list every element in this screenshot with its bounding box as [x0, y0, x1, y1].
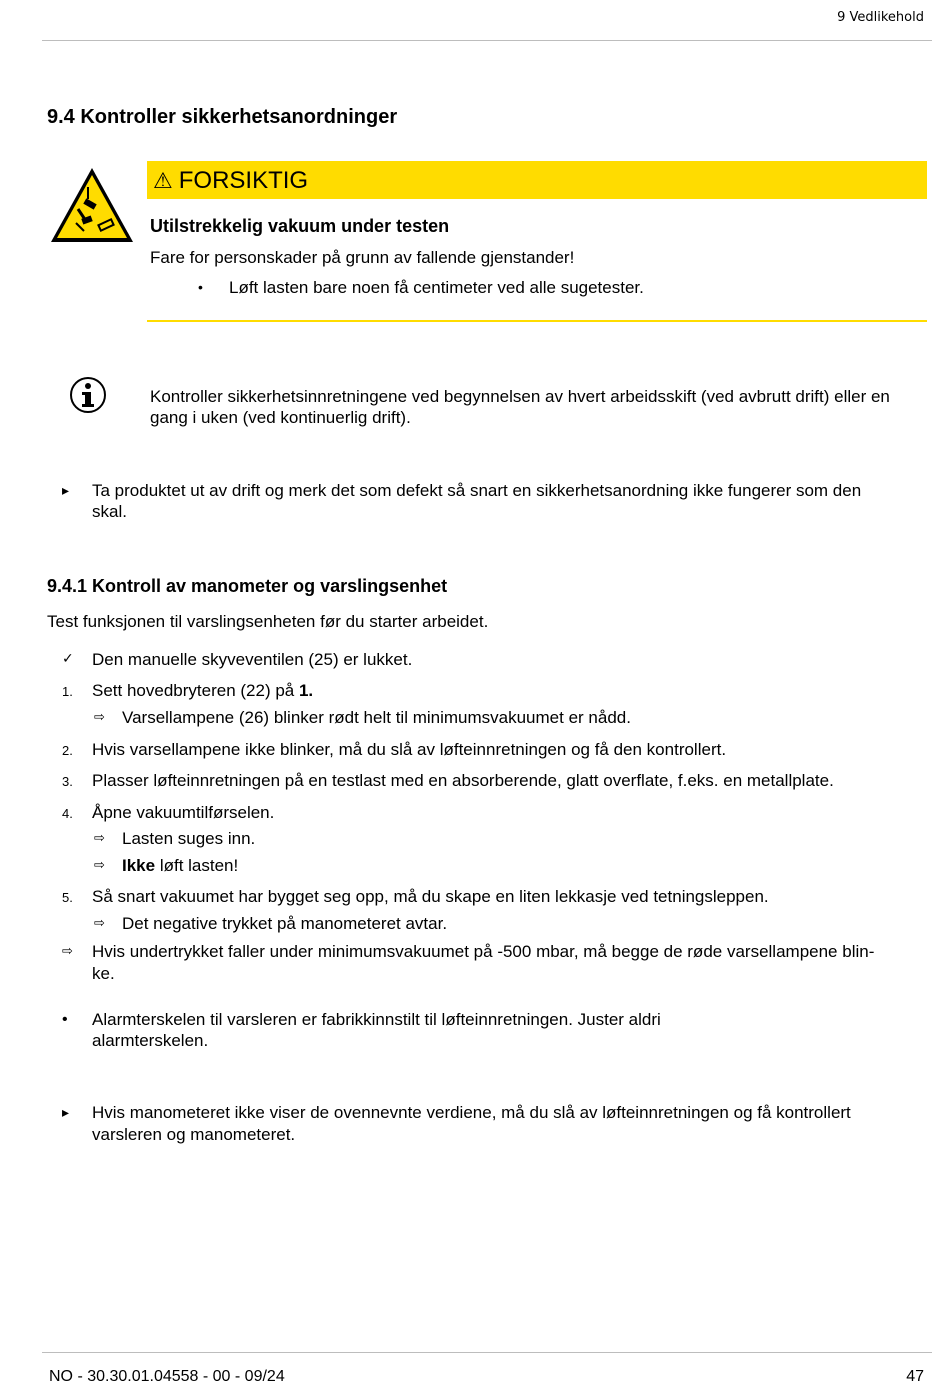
step-number: 2. — [62, 743, 73, 758]
warning-label: FORSIKTIG — [178, 167, 309, 194]
warning-triangle-icon: ⚠ — [153, 168, 173, 194]
note-line1: Alarmterskelen til varsleren er fabrikkinnstilt til løfteinnretningen. Juster aldri — [92, 1010, 661, 1029]
header-divider — [42, 40, 932, 41]
bullet-icon: • — [62, 1011, 68, 1028]
check-icon: ✓ — [62, 651, 74, 667]
step-number: 5. — [62, 890, 73, 905]
info-text-line1: Kontroller sikkerhetsinnretningene ved begynnelsen av hvert arbeidsskift (ved avbrutt drift) eller en — [150, 387, 890, 406]
step-number: 1. — [62, 684, 73, 699]
warning-bottom-rule — [147, 320, 927, 322]
instruction-arrow-icon: ▸ — [62, 1104, 70, 1120]
result-arrow-icon: ⇨ — [62, 944, 73, 959]
info-icon — [69, 376, 107, 414]
step-text: Så snart vakuumet har bygget seg opp, må du skape en liten lekkasje ved tetningsleppen. — [92, 887, 769, 906]
step-text: Åpne vakuumtilførselen. — [92, 803, 275, 822]
result-text — [122, 855, 238, 876]
instruction-text-line1: Ta produktet ut av drift og merk det som defekt så snart en sikkerhetsanordning ikke fungerer som den — [92, 481, 862, 500]
precondition-text: Den manuelle skyveventilen (25) er lukket. — [92, 650, 413, 669]
instruction-arrow-icon: ▸ — [62, 482, 70, 498]
result-text: Lasten suges inn. — [122, 829, 256, 848]
result-text: Det negative trykket på manometeret avtar. — [122, 914, 448, 933]
warning-text: Fare for personskader på grunn av fallende gjenstander! — [150, 248, 575, 267]
bullet-icon: • — [198, 279, 203, 295]
warning-subtitle: Utilstrekkelig vakuum under testen — [150, 216, 450, 236]
footer-divider — [42, 1352, 932, 1353]
result-text-main: løft lasten! — [155, 856, 239, 875]
note-line2: alarmterskelen. — [92, 1031, 209, 1050]
header-chapter: 9 Vedlikehold — [837, 10, 924, 25]
instruction-text-line2: varsleren og manometeret. — [92, 1125, 296, 1144]
step-number: 3. — [62, 774, 73, 789]
footer-doc-number: NO - 30.30.01.04558 - 00 - 09/24 — [49, 1368, 285, 1385]
step-text: Plasser løfteinnretningen på en testlast med en absorberende, glatt overflate, f.eks. en metallplate. — [92, 771, 834, 790]
warning-heading — [153, 167, 308, 195]
step-text-bold: 1. — [298, 681, 314, 700]
info-text-line2: gang i uken (ved kontinuerlig drift). — [150, 408, 411, 427]
result-text: Varsellampene (26) blinker rødt helt til minimumsvakuumet er nådd. — [122, 708, 631, 727]
step-text-main: Sett hovedbryteren (22) på — [92, 681, 299, 700]
section-title: 9.4 Kontroller sikkerhetsanordninger — [47, 106, 398, 128]
result-arrow-icon: ⇨ — [94, 858, 105, 873]
result-text-bold: Ikke — [122, 856, 156, 875]
result-arrow-icon: ⇨ — [94, 916, 105, 931]
subsection-intro: Test funksjonen til varslingsenheten før du starter arbeidet. — [47, 612, 489, 631]
step-text: Hvis varsellampene ikke blinker, må du slå av løfteinnretningen og få den kontrollert. — [92, 740, 727, 759]
instruction-text-line1: Hvis manometeret ikke viser de ovennevnte verdiene, må du slå av løfteinnretningen og få kontrollert — [92, 1103, 851, 1122]
falling-objects-warning-icon — [48, 165, 136, 245]
result-arrow-icon: ⇨ — [94, 710, 105, 725]
instruction-text-line2: skal. — [92, 502, 127, 521]
step-text — [92, 680, 922, 701]
warning-bullet-text: Løft lasten bare noen få centimeter ved alle sugetester. — [229, 278, 644, 297]
step-number: 4. — [62, 806, 73, 821]
final-result-line1: Hvis undertrykket faller under minimumsvakuumet på -500 mbar, må begge de røde varsellampene blin- — [92, 942, 875, 961]
final-result-line2: ke. — [92, 964, 115, 983]
result-arrow-icon: ⇨ — [94, 831, 105, 846]
footer-page-number: 47 — [906, 1368, 924, 1385]
subsection-title: 9.4.1 Kontroll av manometer og varslingsenhet — [47, 576, 448, 596]
